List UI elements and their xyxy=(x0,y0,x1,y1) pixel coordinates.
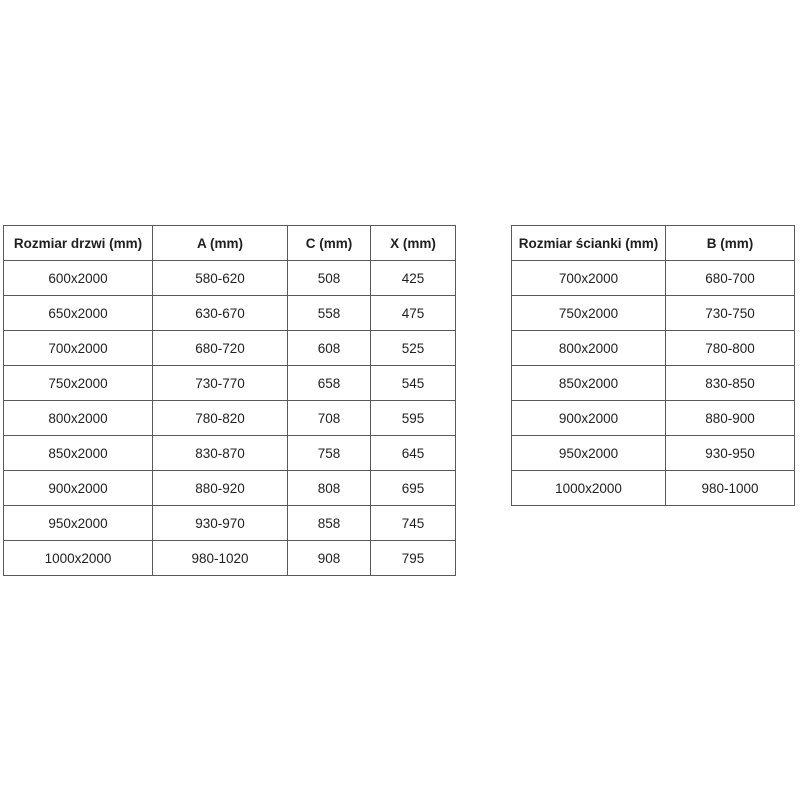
table-cell: 908 xyxy=(288,541,371,576)
header-row xyxy=(512,226,795,261)
header-cell: B (mm) xyxy=(666,226,795,261)
table-cell: 475 xyxy=(371,296,456,331)
header-cell: X (mm) xyxy=(371,226,456,261)
table-cell: 608 xyxy=(288,331,371,366)
table-row xyxy=(512,296,795,331)
table-cell: 630-670 xyxy=(153,296,288,331)
header-cell: C (mm) xyxy=(288,226,371,261)
table-cell: 980-1000 xyxy=(666,471,795,506)
table-cell: 745 xyxy=(371,506,456,541)
table-row xyxy=(4,261,456,296)
table-cell: 750x2000 xyxy=(512,296,666,331)
table-cell: 880-920 xyxy=(153,471,288,506)
table-cell: 600x2000 xyxy=(4,261,153,296)
table-row xyxy=(4,296,456,331)
table-row xyxy=(4,331,456,366)
table-cell: 730-750 xyxy=(666,296,795,331)
table-cell: 695 xyxy=(371,471,456,506)
table-cell: 758 xyxy=(288,436,371,471)
table-cell: 808 xyxy=(288,471,371,506)
header-row xyxy=(4,226,456,261)
table-cell: 680-720 xyxy=(153,331,288,366)
table-cell: 780-820 xyxy=(153,401,288,436)
table-row xyxy=(4,541,456,576)
table-row xyxy=(512,366,795,401)
table-cell: 795 xyxy=(371,541,456,576)
table-cell: 700x2000 xyxy=(512,261,666,296)
table-cell: 900x2000 xyxy=(512,401,666,436)
table-cell: 930-970 xyxy=(153,506,288,541)
table-cell: 950x2000 xyxy=(4,506,153,541)
table-row xyxy=(4,401,456,436)
table-cell: 800x2000 xyxy=(4,401,153,436)
table-cell: 900x2000 xyxy=(4,471,153,506)
table-cell: 580-620 xyxy=(153,261,288,296)
table-cell: 425 xyxy=(371,261,456,296)
header-cell: Rozmiar ścianki (mm) xyxy=(512,226,666,261)
table-cell: 800x2000 xyxy=(512,331,666,366)
table-cell: 1000x2000 xyxy=(4,541,153,576)
table-row xyxy=(4,436,456,471)
table-cell: 858 xyxy=(288,506,371,541)
table-cell: 680-700 xyxy=(666,261,795,296)
table-cell: 750x2000 xyxy=(4,366,153,401)
table-cell: 708 xyxy=(288,401,371,436)
table-cell: 658 xyxy=(288,366,371,401)
table-cell: 850x2000 xyxy=(4,436,153,471)
table-cell: 650x2000 xyxy=(4,296,153,331)
table-cell: 730-770 xyxy=(153,366,288,401)
table-cell: 880-900 xyxy=(666,401,795,436)
table-cell: 830-870 xyxy=(153,436,288,471)
table-cell: 700x2000 xyxy=(4,331,153,366)
table-cell: 558 xyxy=(288,296,371,331)
table-cell: 980-1020 xyxy=(153,541,288,576)
table-cell: 595 xyxy=(371,401,456,436)
table-row xyxy=(4,471,456,506)
table-cell: 930-950 xyxy=(666,436,795,471)
table-cell: 645 xyxy=(371,436,456,471)
table-row xyxy=(4,506,456,541)
table-row xyxy=(512,436,795,471)
table-cell: 1000x2000 xyxy=(512,471,666,506)
table-row xyxy=(512,471,795,506)
table-cell: 950x2000 xyxy=(512,436,666,471)
table-cell: 545 xyxy=(371,366,456,401)
header-cell: A (mm) xyxy=(153,226,288,261)
table-row xyxy=(512,401,795,436)
table-row xyxy=(4,366,456,401)
table-cell: 850x2000 xyxy=(512,366,666,401)
door-sizes-table xyxy=(3,225,456,576)
table-cell: 525 xyxy=(371,331,456,366)
wall-sizes-table xyxy=(511,225,795,506)
table-cell: 508 xyxy=(288,261,371,296)
table-cell: 780-800 xyxy=(666,331,795,366)
table-cell: 830-850 xyxy=(666,366,795,401)
table-row xyxy=(512,261,795,296)
table-row xyxy=(512,331,795,366)
header-cell: Rozmiar drzwi (mm) xyxy=(4,226,153,261)
